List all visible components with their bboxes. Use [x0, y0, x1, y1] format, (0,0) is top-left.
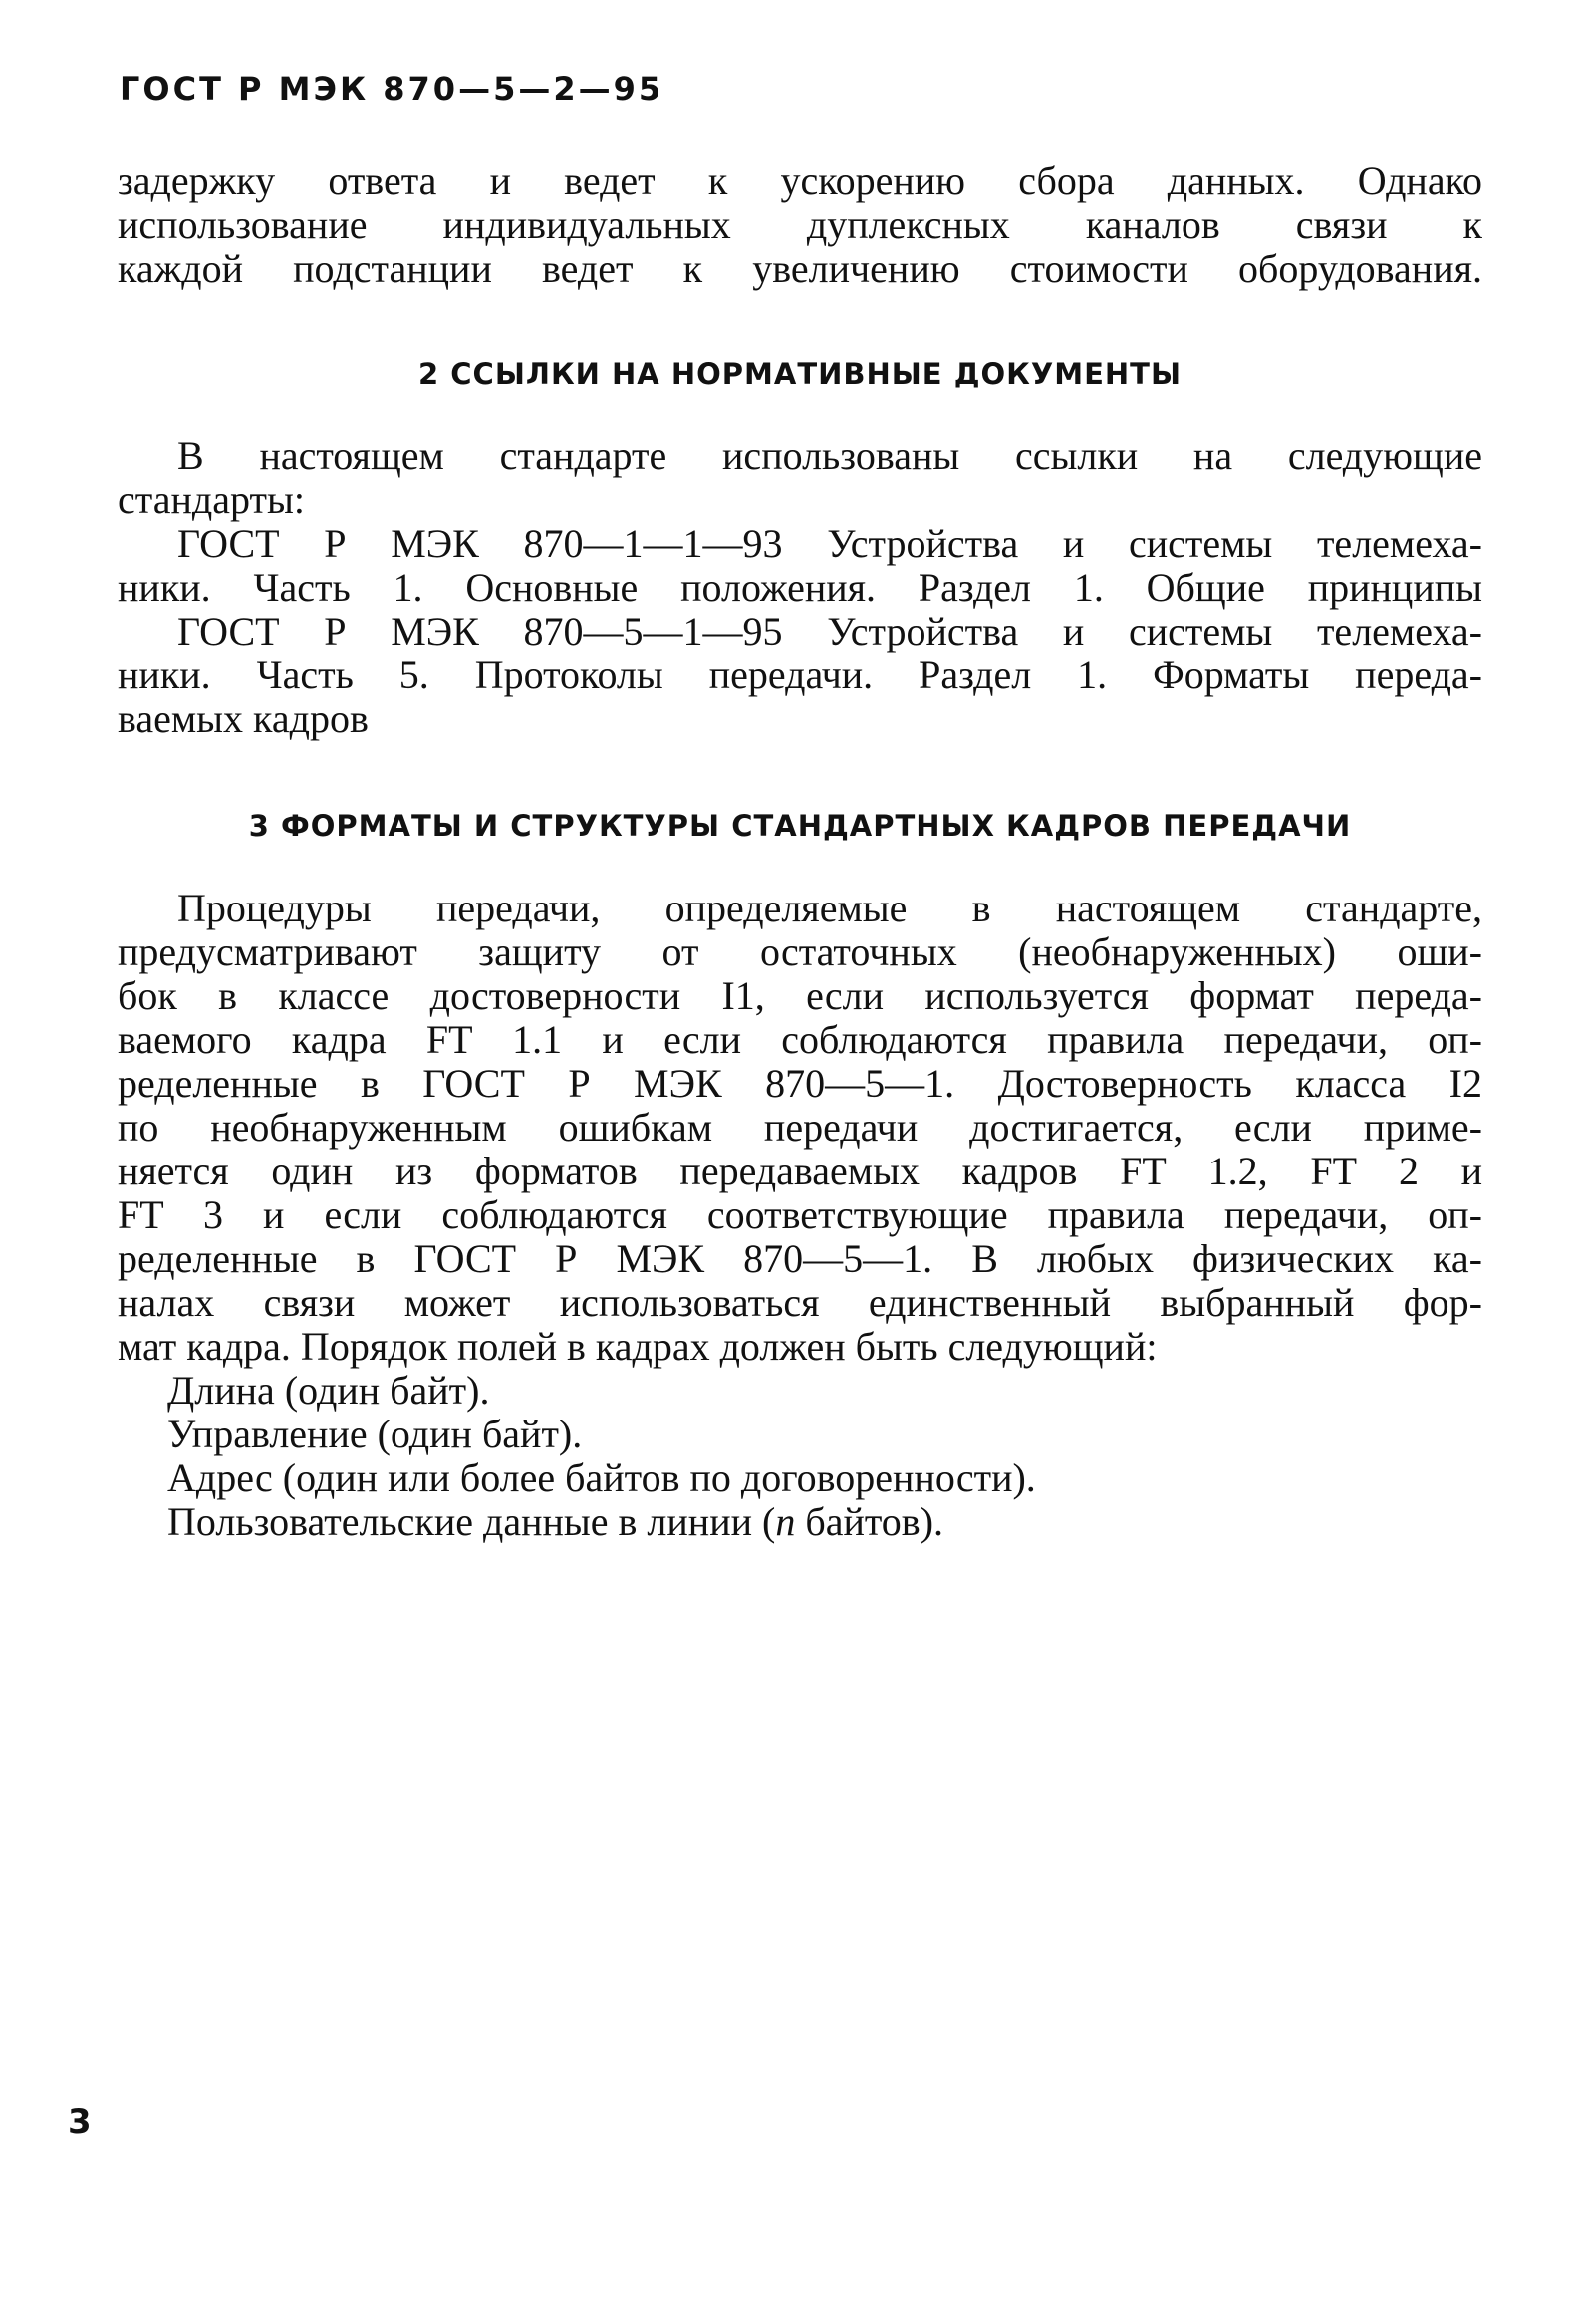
- text-line: предусматривают защиту от остаточных (необнаруженных) оши-: [118, 929, 1482, 974]
- text-line: ределенные в ГОСТ Р МЭК 870—5—1. Достоверность класса I2: [118, 1061, 1482, 1106]
- text-line: налах связи может использоваться единственный выбранный фор-: [118, 1280, 1482, 1325]
- field-list-item: Управление (один байт).: [167, 1412, 583, 1456]
- field-list-item: Адрес (один или более байтов по договоренности).: [167, 1455, 1036, 1500]
- text-line: каждой подстанции ведет к увеличению стоимости оборудования.: [118, 246, 1482, 291]
- text-line: Процедуры передачи, определяемые в настоящем стандарте,: [177, 886, 1482, 930]
- section-2-heading: 2 ССЫЛКИ НА НОРМАТИВНЫЕ ДОКУМЕНТЫ: [417, 357, 1183, 390]
- text-line: использование индивидуальных дуплексных каналов связи к: [118, 202, 1482, 247]
- text-line: В настоящем стандарте использованы ссылки на следующие: [177, 433, 1482, 478]
- text-line: FT 3 и если соблюдаются соответствующие правила передачи, оп-: [118, 1192, 1482, 1237]
- reference-line: ники. Часть 1. Основные положения. Раздел 1. Общие принципы: [118, 565, 1482, 610]
- text-line: задержку ответа и ведет к ускорению сбора данных. Однако: [118, 158, 1482, 203]
- text-line: мат кадра. Порядок полей в кадрах должен быть следующий:: [118, 1324, 1158, 1369]
- field-list-item: [118, 1500, 1482, 1544]
- field-text: Пользовательские данные в линии (: [167, 1499, 776, 1544]
- section-2-body: [118, 434, 1482, 741]
- intro-paragraph: [118, 159, 1482, 291]
- reference-line: ники. Часть 5. Протоколы передачи. Раздел 1. Форматы переда-: [118, 652, 1482, 697]
- text-line: ваемого кадра FT 1.1 и если соблюдаются правила передачи, оп-: [118, 1017, 1482, 1062]
- page-number: 3: [68, 2102, 92, 2142]
- reference-line: ваемых кадров: [118, 696, 369, 741]
- field-list-item: Длина (один байт).: [167, 1368, 490, 1413]
- text-line: по необнаруженным ошибкам передачи достигается, если приме-: [118, 1105, 1482, 1150]
- field-text: байтов).: [795, 1499, 944, 1544]
- text-line: бок в классе достоверности I1, если используется формат переда-: [118, 973, 1482, 1018]
- section-3-body: [118, 887, 1482, 1544]
- text-line: стандарты:: [118, 477, 305, 522]
- running-header: ГОСТ Р МЭК 870—5—2—95: [120, 70, 664, 108]
- reference-line: ГОСТ Р МЭК 870—1—1—93 Устройства и системы телемеха-: [177, 521, 1482, 566]
- text-line: ределенные в ГОСТ Р МЭК 870—5—1. В любых физических ка-: [118, 1236, 1482, 1281]
- section-3-heading: 3 ФОРМАТЫ И СТРУКТУРЫ СТАНДАРТНЫХ КАДРОВ ПЕРЕДАЧИ: [248, 809, 1352, 843]
- text-line: няется один из форматов передаваемых кадров FT 1.2, FT 2 и: [118, 1149, 1482, 1193]
- variable-n: n: [775, 1499, 796, 1544]
- reference-line: ГОСТ Р МЭК 870—5—1—95 Устройства и системы телемеха-: [177, 609, 1482, 653]
